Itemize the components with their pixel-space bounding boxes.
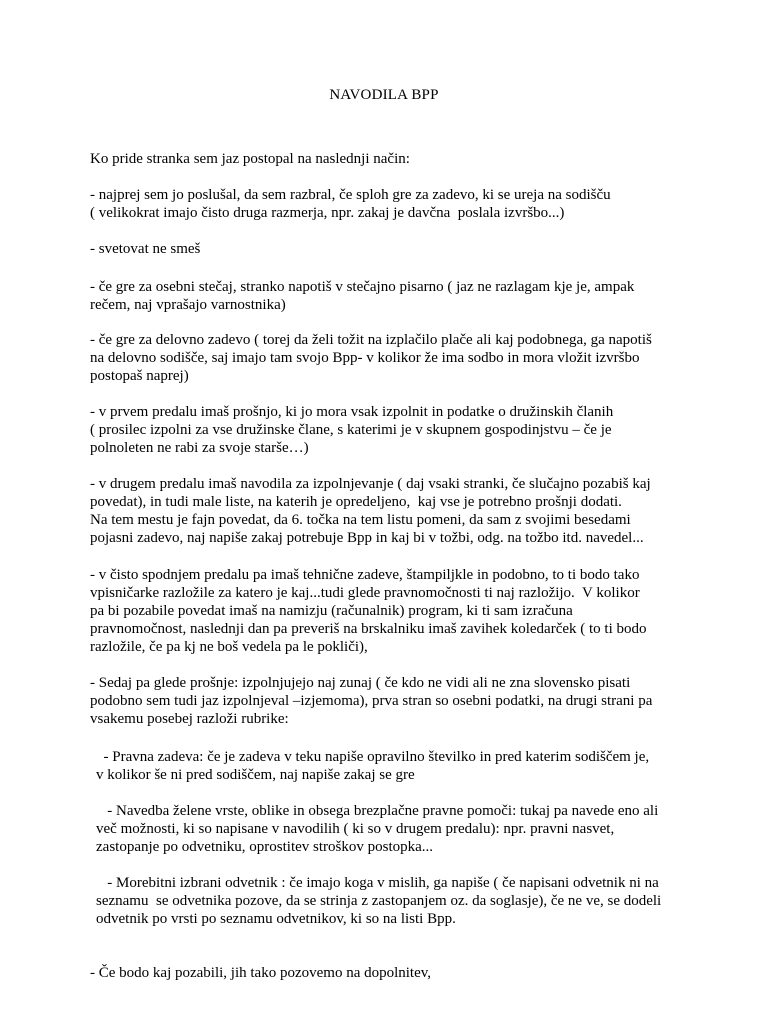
paragraph-bankruptcy: - če gre za osebni stečaj, stranko napotiš v stečajno pisarno ( jaz ne razlagam kje je, ampak rečem, naj vprašajo varnostnika) bbox=[90, 279, 635, 313]
document-title: NAVODILA BPP bbox=[329, 87, 439, 103]
paragraph-labor-case: - če gre za delovno zadevo ( torej da želi tožit na izplačilo plače ali kaj podobnega, ga napotiš na delovno sodišče, saj imajo tam svojo Bpp- v kolikor že ima sodbo in mora vložit izvršbo postopaš naprej) bbox=[90, 332, 652, 384]
paragraph-first-drawer: - v prvem predalu imaš prošnjo, ki jo mora vsak izpolnit in podatke o družinskih članih ( prosilec izpolni za vse družinske člane, s katerimi je v skupnem gospodinjstvu – če je polnoleten ne rabi za svoje starše…) bbox=[90, 404, 614, 456]
paragraph-second-drawer: - v drugem predalu imaš navodila za izpolnjevanje ( daj vsaki stranki, če slučajno pozabiš kaj povedat), in tudi male liste, na katerih je opredeljeno, kaj vse je potrebno prošnji dodati. Na tem mestu je fajn povedat, da 6. točka na tem listu pomeni, da sam z svojimi besedami pojasni zadevo, naj napiše zakaj potrebuje Bpp in kaj bi v tožbi, odg. na tožbo itd. navedel... bbox=[90, 476, 651, 546]
paragraph-no-advice: - svetovat ne smeš bbox=[90, 241, 201, 257]
sub-item-legal-matter: - Pravna zadeva: če je zadeva v teku napiše opravilno številko in pred katerim sodiščem je, v kolikor še ni pred sodiščem, naj napiše zakaj se gre bbox=[96, 749, 650, 783]
paragraph-bottom-drawer: - v čisto spodnjem predalu pa imaš tehnične zadeve, štampiljkle in podobno, to ti bodo tako vpisničarke razložile za katero je kaj...tudi glede pravnomočnosti ti naj razložijo. V kolikor pa bi pozabile povedat imaš na namizju (računalnik) program, ki ti sam izračuna pravnomočnost, naslednji dan pa preveriš na brskalniku imaš zavihek koledarček ( to ti bodo razložile, če pa kj ne boš vedela pa le pokliči), bbox=[90, 567, 647, 655]
document-body bbox=[90, 150, 690, 982]
paragraph-listening: - najprej sem jo poslušal, da sem razbral, če sploh gre za zadevo, ki se ureja na sodišču ( velikokrat imajo čisto druga razmerja, npr. zakaj je davčna poslala izvršbo...) bbox=[90, 187, 611, 221]
closing-paragraph: - Če bodo kaj pozabili, jih tako pozovemo na dopolnitev, bbox=[90, 965, 432, 981]
sub-item-attorney: - Morebitni izbrani odvetnik : če imajo koga v mislih, ga napiše ( če napisani odvetnik ni na seznamu se odvetnika pozove, da se strinja z zastopanjem oz. da soglasje), če ne ve, se dodeli odvetnik po vrsti po seznamu odvetnikov, ki so na listi Bpp. bbox=[96, 875, 662, 927]
paragraph-application: - Sedaj pa glede prošnje: izpolnjujejo naj zunaj ( če kdo ne vidi ali ne zna slovensko pisati podobno sem tudi jaz izpolnjeval –izjemoma), prva stran so osebni podatki, na drugi strani pa vsakemu posebej razloži rubrike: bbox=[90, 675, 653, 727]
sub-item-aid-type: - Navedba želene vrste, oblike in obsega brezplačne pravne pomoči: tukaj pa navede eno ali več možnosti, ki so napisane v navodilih ( ki so v drugem predalu): npr. pravni nasvet, zastopanje po odvetniku, oprostitev stroškov postopka... bbox=[96, 803, 659, 855]
intro-paragraph: Ko pride stranka sem jaz postopal na naslednji način: bbox=[90, 151, 410, 167]
